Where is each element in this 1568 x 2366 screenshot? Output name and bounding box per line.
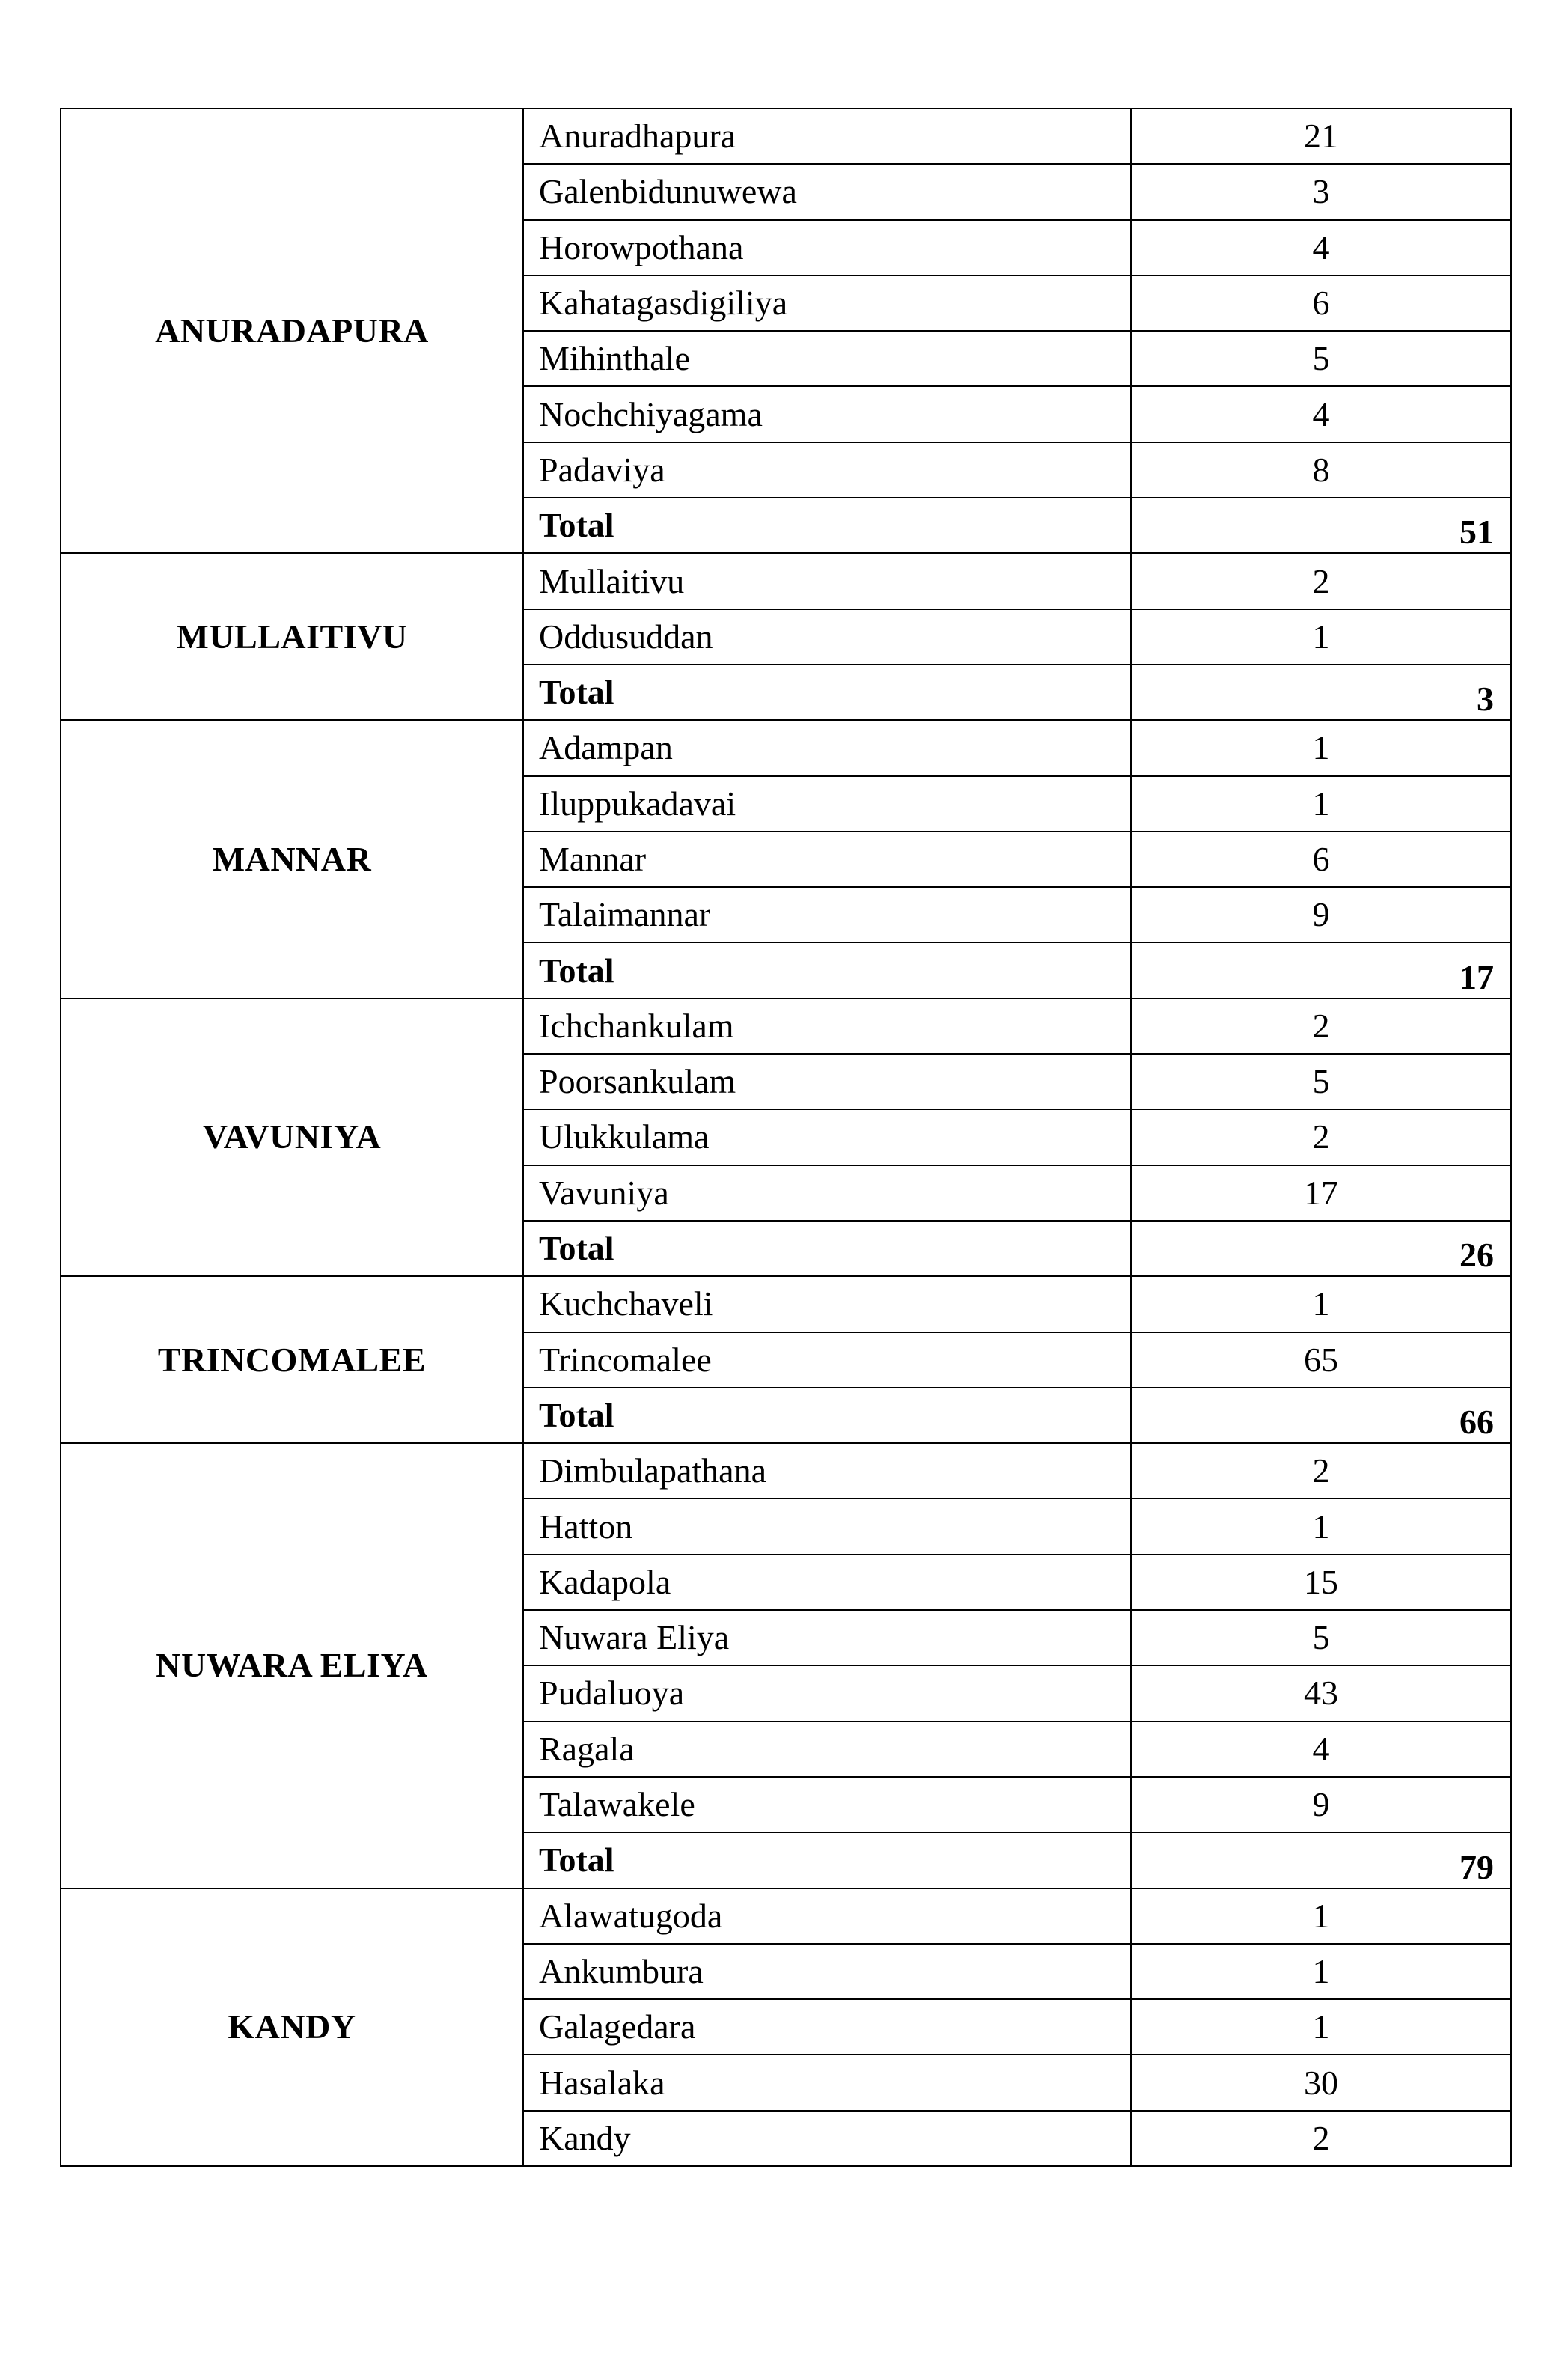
division-count: 2 bbox=[1131, 2111, 1511, 2166]
division-count: 5 bbox=[1131, 1054, 1511, 1109]
division-name: Dimbulapathana bbox=[523, 1443, 1131, 1498]
division-name: Iluppukadavai bbox=[523, 776, 1131, 832]
division-count: 1 bbox=[1131, 1498, 1511, 1554]
total-label: Total bbox=[523, 1221, 1131, 1276]
division-name: Adampan bbox=[523, 720, 1131, 775]
division-name: Talawakele bbox=[523, 1777, 1131, 1832]
division-count: 17 bbox=[1131, 1165, 1511, 1221]
division-name: Alawatugoda bbox=[523, 1888, 1131, 1944]
table-row bbox=[61, 1443, 1511, 1498]
division-name: Ulukkulama bbox=[523, 1109, 1131, 1165]
table-row bbox=[61, 1888, 1511, 1944]
district-name: KANDY bbox=[61, 1888, 523, 2166]
district-name: TRINCOMALEE bbox=[61, 1276, 523, 1443]
division-count: 8 bbox=[1131, 442, 1511, 498]
total-value: 17 bbox=[1131, 942, 1511, 998]
division-name: Galagedara bbox=[523, 1999, 1131, 2055]
table-row bbox=[61, 553, 1511, 609]
division-count: 1 bbox=[1131, 1944, 1511, 1999]
division-count: 5 bbox=[1131, 1610, 1511, 1665]
division-name: Ichchankulam bbox=[523, 998, 1131, 1054]
table-row bbox=[61, 1276, 1511, 1332]
total-value: 3 bbox=[1131, 665, 1511, 720]
total-value: 26 bbox=[1131, 1221, 1511, 1276]
division-name: Trincomalee bbox=[523, 1332, 1131, 1388]
division-name: Kahatagasdigiliya bbox=[523, 275, 1131, 331]
division-name: Galenbidunuwewa bbox=[523, 164, 1131, 219]
division-name: Anuradhapura bbox=[523, 109, 1131, 164]
table-body bbox=[61, 109, 1511, 2166]
total-value: 66 bbox=[1131, 1388, 1511, 1443]
division-name: Ankumbura bbox=[523, 1944, 1131, 1999]
division-count: 5 bbox=[1131, 331, 1511, 386]
division-name: Padaviya bbox=[523, 442, 1131, 498]
division-count: 4 bbox=[1131, 220, 1511, 275]
division-count: 9 bbox=[1131, 1777, 1511, 1832]
division-count: 4 bbox=[1131, 1722, 1511, 1777]
division-count: 1 bbox=[1131, 1276, 1511, 1332]
division-count: 6 bbox=[1131, 275, 1511, 331]
total-label: Total bbox=[523, 942, 1131, 998]
division-name: Hasalaka bbox=[523, 2055, 1131, 2110]
total-label: Total bbox=[523, 1388, 1131, 1443]
division-count: 15 bbox=[1131, 1555, 1511, 1610]
division-count: 1 bbox=[1131, 1999, 1511, 2055]
division-name: Kuchchaveli bbox=[523, 1276, 1131, 1332]
division-count: 21 bbox=[1131, 109, 1511, 164]
division-count: 2 bbox=[1131, 1443, 1511, 1498]
division-name: Horowpothana bbox=[523, 220, 1131, 275]
division-count: 2 bbox=[1131, 553, 1511, 609]
district-name: MULLAITIVU bbox=[61, 553, 523, 720]
division-count: 1 bbox=[1131, 609, 1511, 665]
division-count: 9 bbox=[1131, 887, 1511, 942]
district-name: ANURADAPURA bbox=[61, 109, 523, 553]
division-count: 1 bbox=[1131, 1888, 1511, 1944]
division-name: Talaimannar bbox=[523, 887, 1131, 942]
division-count: 65 bbox=[1131, 1332, 1511, 1388]
table-row bbox=[61, 109, 1511, 164]
district-name: VAVUNIYA bbox=[61, 998, 523, 1276]
division-name: Mannar bbox=[523, 832, 1131, 887]
division-count: 2 bbox=[1131, 1109, 1511, 1165]
division-name: Kandy bbox=[523, 2111, 1131, 2166]
division-name: Nuwara Eliya bbox=[523, 1610, 1131, 1665]
division-name: Vavuniya bbox=[523, 1165, 1131, 1221]
division-name: Oddusuddan bbox=[523, 609, 1131, 665]
division-name: Kadapola bbox=[523, 1555, 1131, 1610]
total-label: Total bbox=[523, 498, 1131, 553]
total-value: 79 bbox=[1131, 1832, 1511, 1888]
district-name: MANNAR bbox=[61, 720, 523, 998]
division-name: Hatton bbox=[523, 1498, 1131, 1554]
table-row bbox=[61, 720, 1511, 775]
division-count: 43 bbox=[1131, 1665, 1511, 1721]
division-name: Pudaluoya bbox=[523, 1665, 1131, 1721]
division-name: Mullaitivu bbox=[523, 553, 1131, 609]
division-name: Poorsankulam bbox=[523, 1054, 1131, 1109]
district-table bbox=[60, 108, 1512, 2167]
division-count: 6 bbox=[1131, 832, 1511, 887]
division-count: 1 bbox=[1131, 720, 1511, 775]
district-name: NUWARA ELIYA bbox=[61, 1443, 523, 1888]
division-name: Ragala bbox=[523, 1722, 1131, 1777]
total-value: 51 bbox=[1131, 498, 1511, 553]
table-row bbox=[61, 998, 1511, 1054]
total-label: Total bbox=[523, 665, 1131, 720]
division-count: 30 bbox=[1131, 2055, 1511, 2110]
division-count: 1 bbox=[1131, 776, 1511, 832]
division-count: 2 bbox=[1131, 998, 1511, 1054]
division-name: Nochchiyagama bbox=[523, 386, 1131, 442]
division-count: 4 bbox=[1131, 386, 1511, 442]
total-label: Total bbox=[523, 1832, 1131, 1888]
division-count: 3 bbox=[1131, 164, 1511, 219]
division-name: Mihinthale bbox=[523, 331, 1131, 386]
